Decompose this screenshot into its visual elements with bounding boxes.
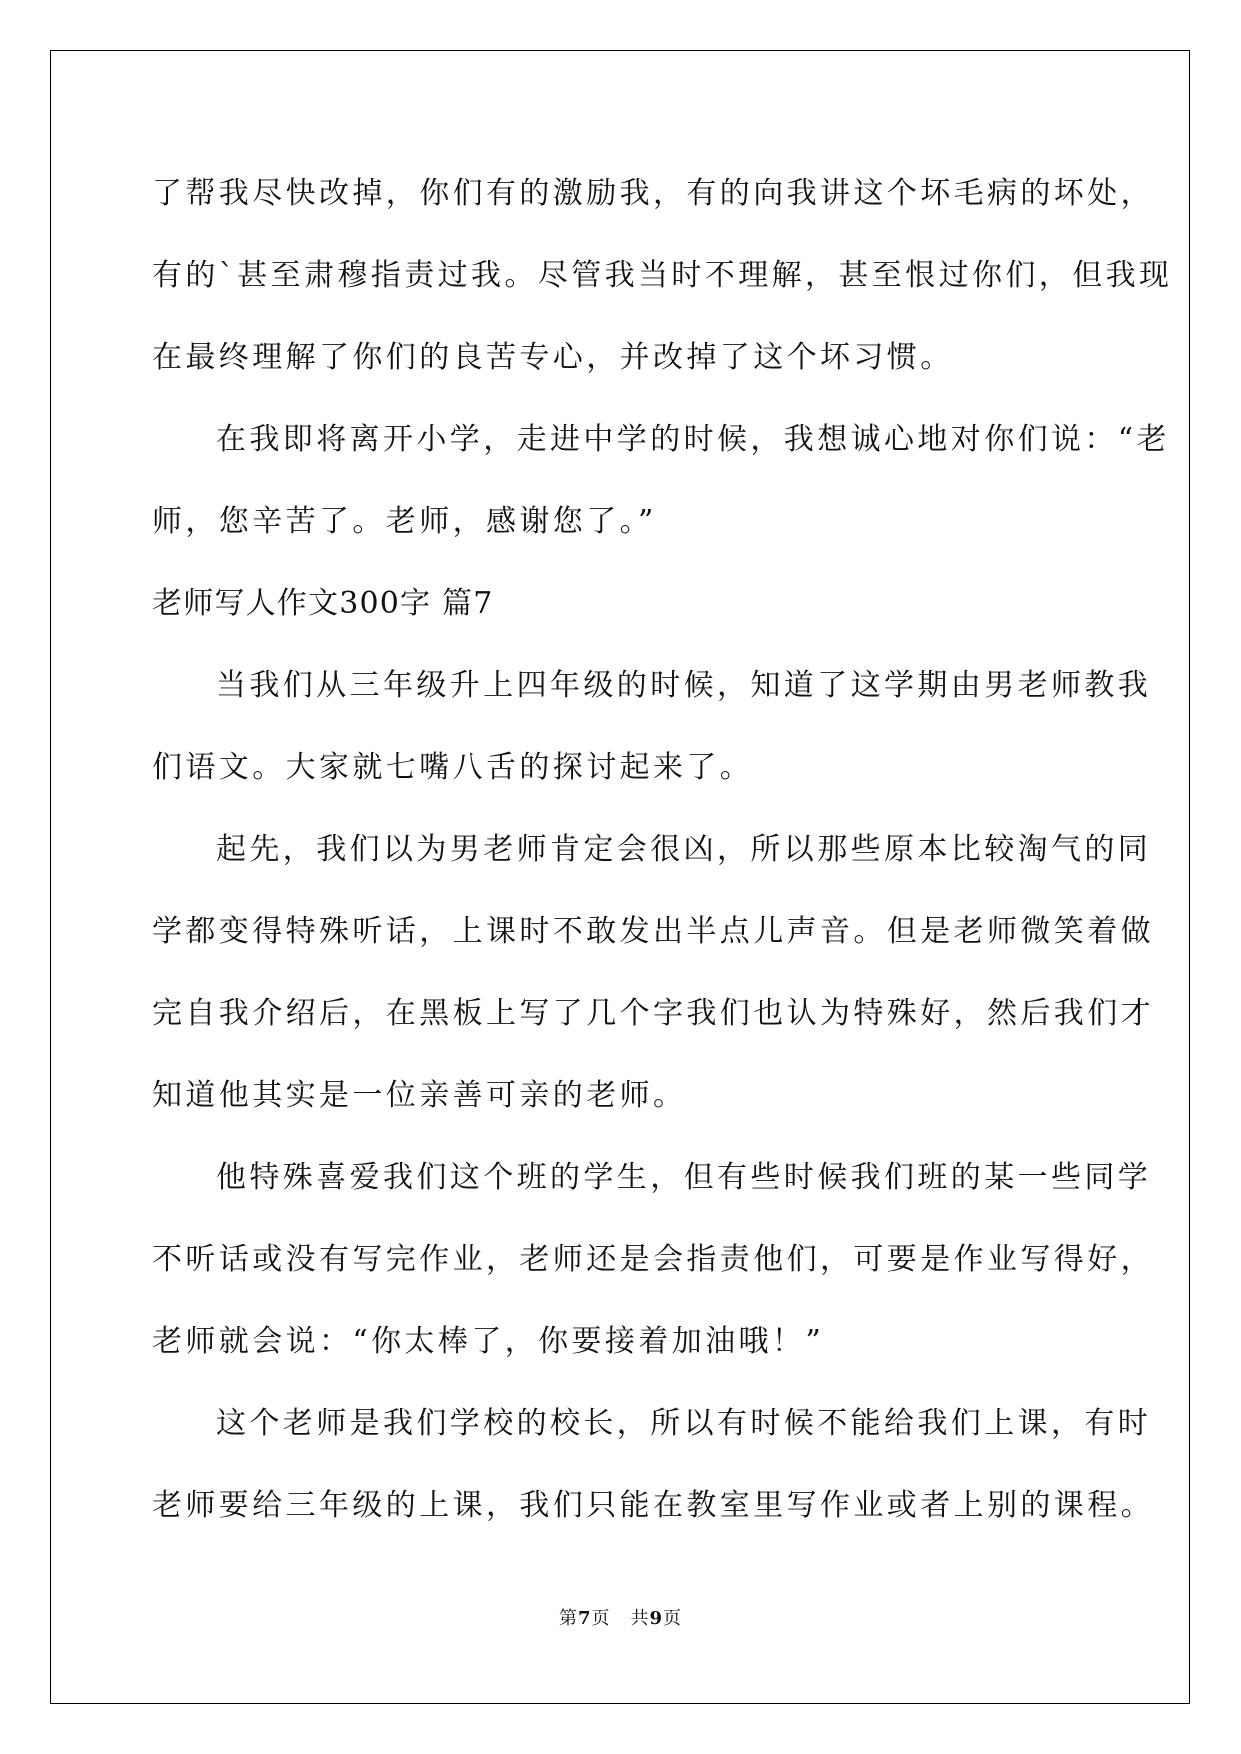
body-line: 老师要给三年级的上课，我们只能在教室里写作业或者上别的课程。	[152, 1488, 1154, 1523]
paragraph-start: 这个老师是我们学校的校长，所以有时候不能给我们上课，有时	[216, 1406, 1152, 1441]
paragraph-start: 起先，我们以为男老师肯定会很凶，所以那些原本比较淘气的同	[216, 832, 1152, 867]
paragraph-start: 他特殊喜爱我们这个班的学生，但有些时候我们班的某一些同学	[216, 1160, 1152, 1195]
body-line: 老师就会说：“你太棒了，你要接着加油哦！”	[152, 1324, 825, 1359]
body-line: 知道他其实是一位亲善可亲的老师。	[152, 1078, 687, 1113]
page-border	[50, 50, 1190, 1704]
total-page-number: 9	[649, 1608, 664, 1629]
page-footer	[0, 1604, 1241, 1630]
current-page-number: 7	[577, 1608, 592, 1629]
footer-page-unit: 页	[591, 1608, 611, 1629]
body-line: 学都变得特殊听话，上课时不敢发出半点儿声音。但是老师微笑着做	[152, 914, 1154, 949]
body-line: 在最终理解了你们的良苦专心，并改掉了这个坏习惯。	[152, 340, 954, 375]
footer-total-prefix: 共	[630, 1608, 650, 1629]
body-line: 师，您辛苦了。老师，感谢您了。”	[152, 504, 657, 539]
footer-suffix: 页	[663, 1608, 683, 1629]
body-line: 有的`甚至肃穆指责过我。尽管我当时不理解，甚至恨过你们，但我现	[152, 258, 1173, 293]
section-heading: 老师写人作文300字 篇7	[152, 586, 494, 621]
paragraph-start: 当我们从三年级升上四年级的时候，知道了这学期由男老师教我	[216, 668, 1152, 703]
body-line: 们语文。大家就七嘴八舌的探讨起来了。	[152, 750, 754, 785]
paragraph-start: 在我即将离开小学，走进中学的时候，我想诚心地对你们说：“老	[216, 422, 1170, 457]
body-line: 不听话或没有写完作业，老师还是会指责他们，可要是作业写得好，	[152, 1242, 1154, 1277]
body-line: 完自我介绍后，在黑板上写了几个字我们也认为特殊好，然后我们才	[152, 996, 1154, 1031]
body-line: 了帮我尽快改掉，你们有的激励我，有的向我讲这个坏毛病的坏处，	[152, 176, 1154, 211]
footer-prefix: 第	[558, 1608, 578, 1629]
